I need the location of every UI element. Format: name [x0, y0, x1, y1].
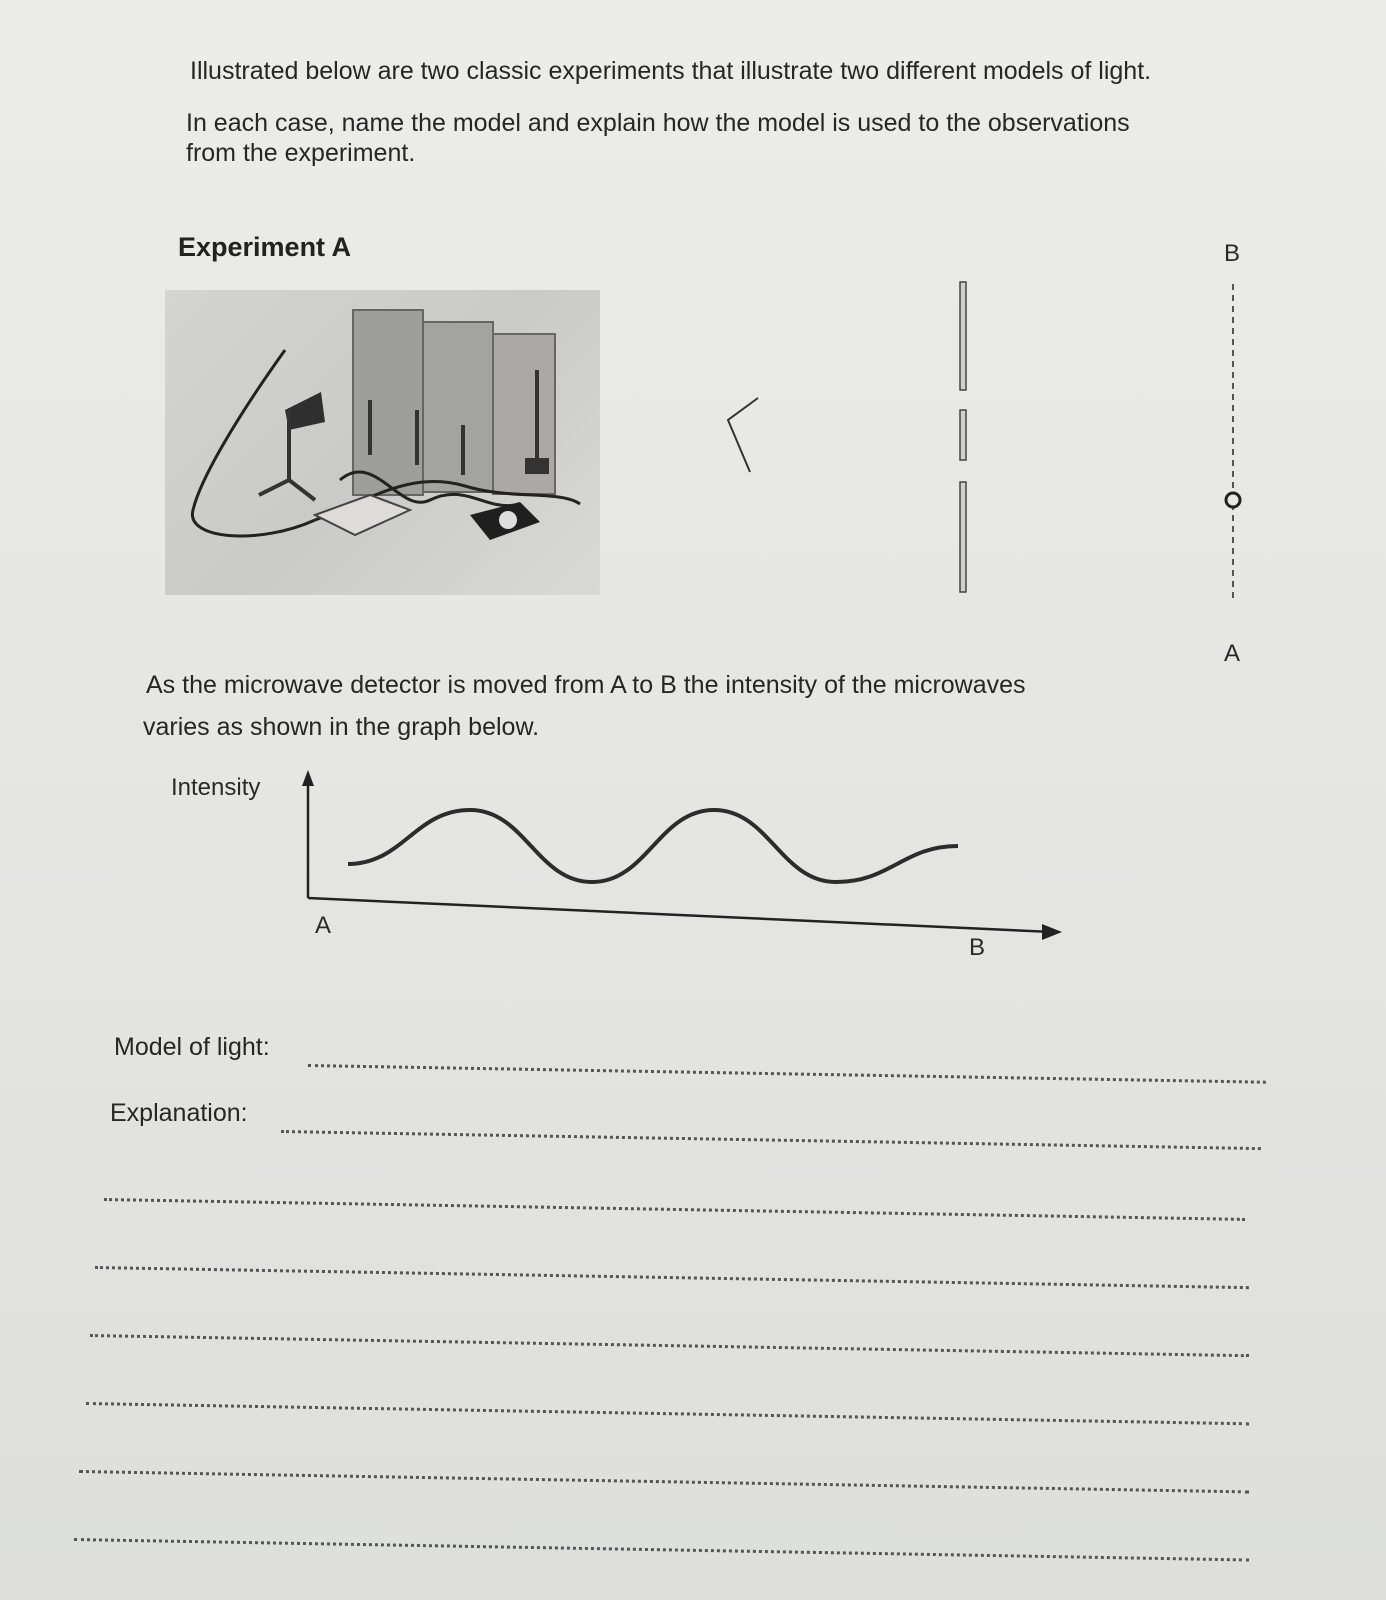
chart-x-tick-a: A — [315, 912, 332, 939]
chart-x-tick-b: B — [969, 934, 986, 961]
chart-y-label: Intensity — [171, 774, 261, 801]
x-axis — [308, 898, 1052, 932]
description-line-1: As the microwave detector is moved from A to B the intensity of the microwaves — [146, 671, 1026, 699]
x-axis-arrow-icon — [1042, 924, 1062, 940]
description-line-2: varies as shown in the graph below. — [143, 713, 540, 741]
diagram-label-b: B — [1224, 240, 1241, 267]
intro-line-2: In each case, name the model and explain how the model is used to the observations — [186, 109, 1130, 137]
intro-line-3: from the experiment. — [186, 139, 416, 167]
experiment-heading: Experiment A — [178, 232, 352, 262]
y-axis-arrow-icon — [302, 770, 314, 786]
intro-line-1: Illustrated below are two classic experiments that illustrate two different models of light. — [190, 57, 1152, 85]
intensity-curve — [348, 810, 958, 882]
model-label: Model of light: — [114, 1033, 270, 1061]
diagram-label-a: A — [1224, 640, 1241, 667]
explanation-label: Explanation: — [110, 1099, 248, 1127]
